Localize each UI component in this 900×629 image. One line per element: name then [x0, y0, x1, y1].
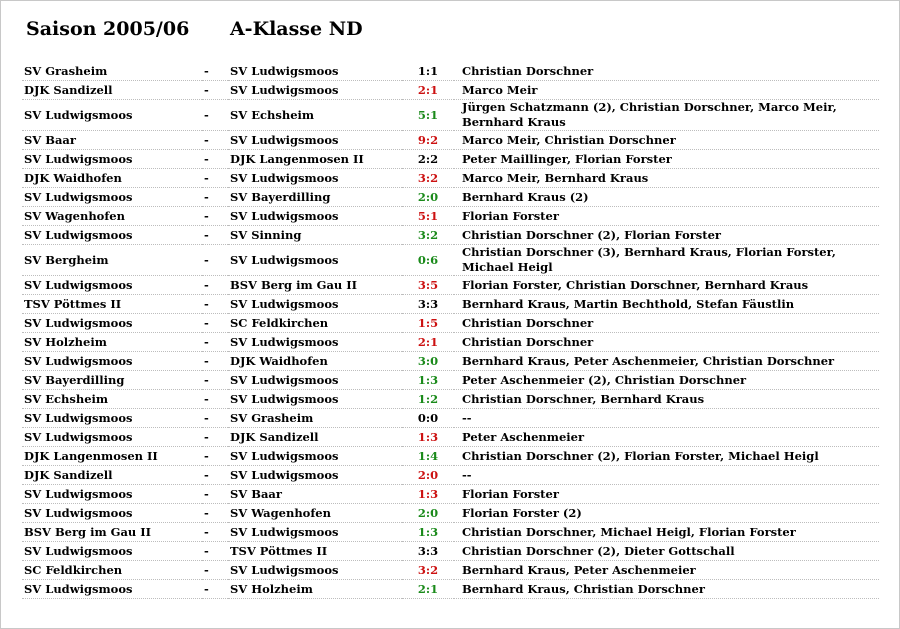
- match-score: 1:3: [402, 523, 454, 542]
- home-team: SV Grasheim: [22, 62, 202, 81]
- away-team: SV Ludwigsmoos: [228, 81, 402, 100]
- match-row: [22, 580, 879, 599]
- home-team: SV Holzheim: [22, 333, 202, 352]
- match-row: [22, 466, 879, 485]
- home-team: DJK Sandizell: [22, 81, 202, 100]
- match-row: [22, 150, 879, 169]
- match-separator: -: [202, 428, 228, 447]
- match-separator: -: [202, 466, 228, 485]
- home-team: TSV Pöttmes II: [22, 295, 202, 314]
- match-separator: -: [202, 390, 228, 409]
- home-team: SV Ludwigsmoos: [22, 352, 202, 371]
- match-score: 2:0: [402, 188, 454, 207]
- away-team: TSV Pöttmes II: [228, 542, 402, 561]
- home-team: SV Ludwigsmoos: [22, 409, 202, 428]
- goal-scorers: Marco Meir: [454, 81, 879, 100]
- away-team: SV Grasheim: [228, 409, 402, 428]
- home-team: SV Ludwigsmoos: [22, 580, 202, 599]
- match-separator: -: [202, 226, 228, 245]
- home-team: SV Wagenhofen: [22, 207, 202, 226]
- goal-scorers: Bernhard Kraus, Peter Aschenmeier: [454, 561, 879, 580]
- match-score: 3:0: [402, 352, 454, 371]
- away-team: SV Ludwigsmoos: [228, 523, 402, 542]
- goal-scorers: Peter Aschenmeier: [454, 428, 879, 447]
- match-row: [22, 100, 879, 131]
- away-team: DJK Waidhofen: [228, 352, 402, 371]
- home-team: SC Feldkirchen: [22, 561, 202, 580]
- match-separator: -: [202, 333, 228, 352]
- goal-scorers: Florian Forster: [454, 485, 879, 504]
- away-team: SV Ludwigsmoos: [228, 466, 402, 485]
- match-row: [22, 245, 879, 276]
- goal-scorers: --: [454, 409, 879, 428]
- match-row: [22, 207, 879, 226]
- match-separator: -: [202, 169, 228, 188]
- goal-scorers: Florian Forster: [454, 207, 879, 226]
- away-team: SV Holzheim: [228, 580, 402, 599]
- match-separator: -: [202, 207, 228, 226]
- home-team: SV Ludwigsmoos: [22, 100, 202, 131]
- match-row: [22, 523, 879, 542]
- away-team: SV Baar: [228, 485, 402, 504]
- match-row: [22, 371, 879, 390]
- away-team: SV Ludwigsmoos: [228, 561, 402, 580]
- match-score: 1:5: [402, 314, 454, 333]
- away-team: SV Ludwigsmoos: [228, 295, 402, 314]
- goal-scorers: --: [454, 466, 879, 485]
- goal-scorers: Marco Meir, Christian Dorschner: [454, 131, 879, 150]
- match-separator: -: [202, 131, 228, 150]
- goal-scorers: Bernhard Kraus, Peter Aschenmeier, Christian Dorschner: [454, 352, 879, 371]
- away-team: SV Echsheim: [228, 100, 402, 131]
- match-score: 3:3: [402, 295, 454, 314]
- goal-scorers: Christian Dorschner: [454, 314, 879, 333]
- away-team: SV Ludwigsmoos: [228, 371, 402, 390]
- away-team: SV Ludwigsmoos: [228, 169, 402, 188]
- match-separator: -: [202, 485, 228, 504]
- goal-scorers: Christian Dorschner: [454, 62, 879, 81]
- away-team: SC Feldkirchen: [228, 314, 402, 333]
- goal-scorers: Peter Maillinger, Florian Forster: [454, 150, 879, 169]
- goal-scorers: Florian Forster, Christian Dorschner, Bernhard Kraus: [454, 276, 879, 295]
- match-separator: -: [202, 188, 228, 207]
- match-separator: -: [202, 561, 228, 580]
- match-row: [22, 276, 879, 295]
- match-separator: -: [202, 150, 228, 169]
- match-score: 2:1: [402, 333, 454, 352]
- home-team: BSV Berg im Gau II: [22, 523, 202, 542]
- match-score: 1:3: [402, 371, 454, 390]
- match-separator: -: [202, 62, 228, 81]
- match-row: [22, 169, 879, 188]
- page-title: [26, 18, 363, 40]
- home-team: SV Ludwigsmoos: [22, 226, 202, 245]
- match-row: [22, 188, 879, 207]
- match-score: 1:1: [402, 62, 454, 81]
- goal-scorers: Marco Meir, Bernhard Kraus: [454, 169, 879, 188]
- match-score: 1:3: [402, 428, 454, 447]
- match-score: 3:3: [402, 542, 454, 561]
- home-team: SV Ludwigsmoos: [22, 542, 202, 561]
- goal-scorers: Florian Forster (2): [454, 504, 879, 523]
- away-team: SV Ludwigsmoos: [228, 62, 402, 81]
- season-title: Saison 2005/06: [26, 18, 190, 40]
- match-separator: -: [202, 523, 228, 542]
- match-row: [22, 352, 879, 371]
- match-separator: -: [202, 352, 228, 371]
- home-team: SV Ludwigsmoos: [22, 504, 202, 523]
- goal-scorers: Peter Aschenmeier (2), Christian Dorschner: [454, 371, 879, 390]
- match-score: 3:5: [402, 276, 454, 295]
- match-score: 2:0: [402, 466, 454, 485]
- match-score: 2:1: [402, 81, 454, 100]
- match-score: 2:0: [402, 504, 454, 523]
- match-row: [22, 390, 879, 409]
- goal-scorers: Bernhard Kraus, Martin Bechthold, Stefan Fäustlin: [454, 295, 879, 314]
- away-team: SV Ludwigsmoos: [228, 131, 402, 150]
- away-team: SV Ludwigsmoos: [228, 207, 402, 226]
- match-score: 1:2: [402, 390, 454, 409]
- away-team: DJK Sandizell: [228, 428, 402, 447]
- match-separator: -: [202, 100, 228, 131]
- match-row: [22, 295, 879, 314]
- home-team: DJK Langenmosen II: [22, 447, 202, 466]
- match-score: 3:2: [402, 561, 454, 580]
- goal-scorers: Christian Dorschner (2), Dieter Gottschall: [454, 542, 879, 561]
- goal-scorers: Bernhard Kraus (2): [454, 188, 879, 207]
- match-score: 1:3: [402, 485, 454, 504]
- home-team: SV Baar: [22, 131, 202, 150]
- match-separator: -: [202, 504, 228, 523]
- away-team: BSV Berg im Gau II: [228, 276, 402, 295]
- match-score: 5:1: [402, 100, 454, 131]
- away-team: SV Ludwigsmoos: [228, 333, 402, 352]
- match-separator: -: [202, 580, 228, 599]
- match-row: [22, 333, 879, 352]
- match-row: [22, 226, 879, 245]
- match-separator: -: [202, 245, 228, 276]
- away-team: SV Sinning: [228, 226, 402, 245]
- match-separator: -: [202, 447, 228, 466]
- match-separator: -: [202, 276, 228, 295]
- goal-scorers: Christian Dorschner (2), Florian Forster: [454, 226, 879, 245]
- match-row: [22, 561, 879, 580]
- goal-scorers: Christian Dorschner: [454, 333, 879, 352]
- goal-scorers: Christian Dorschner, Bernhard Kraus: [454, 390, 879, 409]
- home-team: DJK Waidhofen: [22, 169, 202, 188]
- results-table: [22, 62, 879, 599]
- home-team: SV Bayerdilling: [22, 371, 202, 390]
- home-team: SV Ludwigsmoos: [22, 150, 202, 169]
- match-separator: -: [202, 409, 228, 428]
- match-separator: -: [202, 542, 228, 561]
- match-row: [22, 428, 879, 447]
- away-team: SV Ludwigsmoos: [228, 447, 402, 466]
- away-team: SV Bayerdilling: [228, 188, 402, 207]
- match-separator: -: [202, 314, 228, 333]
- goal-scorers: Bernhard Kraus, Christian Dorschner: [454, 580, 879, 599]
- match-row: [22, 62, 879, 81]
- match-score: 3:2: [402, 169, 454, 188]
- home-team: SV Ludwigsmoos: [22, 188, 202, 207]
- home-team: SV Ludwigsmoos: [22, 428, 202, 447]
- away-team: SV Ludwigsmoos: [228, 245, 402, 276]
- away-team: SV Ludwigsmoos: [228, 390, 402, 409]
- match-score: 0:6: [402, 245, 454, 276]
- goal-scorers: Jürgen Schatzmann (2), Christian Dorschner, Marco Meir, Bernhard Kraus: [454, 100, 879, 131]
- match-score: 5:1: [402, 207, 454, 226]
- goal-scorers: Christian Dorschner, Michael Heigl, Florian Forster: [454, 523, 879, 542]
- home-team: SV Ludwigsmoos: [22, 485, 202, 504]
- match-row: [22, 542, 879, 561]
- match-score: 9:2: [402, 131, 454, 150]
- goal-scorers: Christian Dorschner (2), Florian Forster, Michael Heigl: [454, 447, 879, 466]
- match-score: 2:2: [402, 150, 454, 169]
- match-separator: -: [202, 81, 228, 100]
- match-score: 1:4: [402, 447, 454, 466]
- match-row: [22, 409, 879, 428]
- match-score: 3:2: [402, 226, 454, 245]
- match-row: [22, 314, 879, 333]
- match-score: 0:0: [402, 409, 454, 428]
- goal-scorers: Christian Dorschner (3), Bernhard Kraus, Florian Forster, Michael Heigl: [454, 245, 879, 276]
- match-row: [22, 504, 879, 523]
- match-row: [22, 81, 879, 100]
- match-separator: -: [202, 371, 228, 390]
- match-row: [22, 131, 879, 150]
- home-team: SV Bergheim: [22, 245, 202, 276]
- home-team: SV Ludwigsmoos: [22, 314, 202, 333]
- match-row: [22, 485, 879, 504]
- results-body: [22, 62, 879, 599]
- match-row: [22, 447, 879, 466]
- match-separator: -: [202, 295, 228, 314]
- away-team: SV Wagenhofen: [228, 504, 402, 523]
- away-team: DJK Langenmosen II: [228, 150, 402, 169]
- league-title: A-Klasse ND: [229, 18, 363, 40]
- home-team: SV Ludwigsmoos: [22, 276, 202, 295]
- home-team: DJK Sandizell: [22, 466, 202, 485]
- home-team: SV Echsheim: [22, 390, 202, 409]
- match-score: 2:1: [402, 580, 454, 599]
